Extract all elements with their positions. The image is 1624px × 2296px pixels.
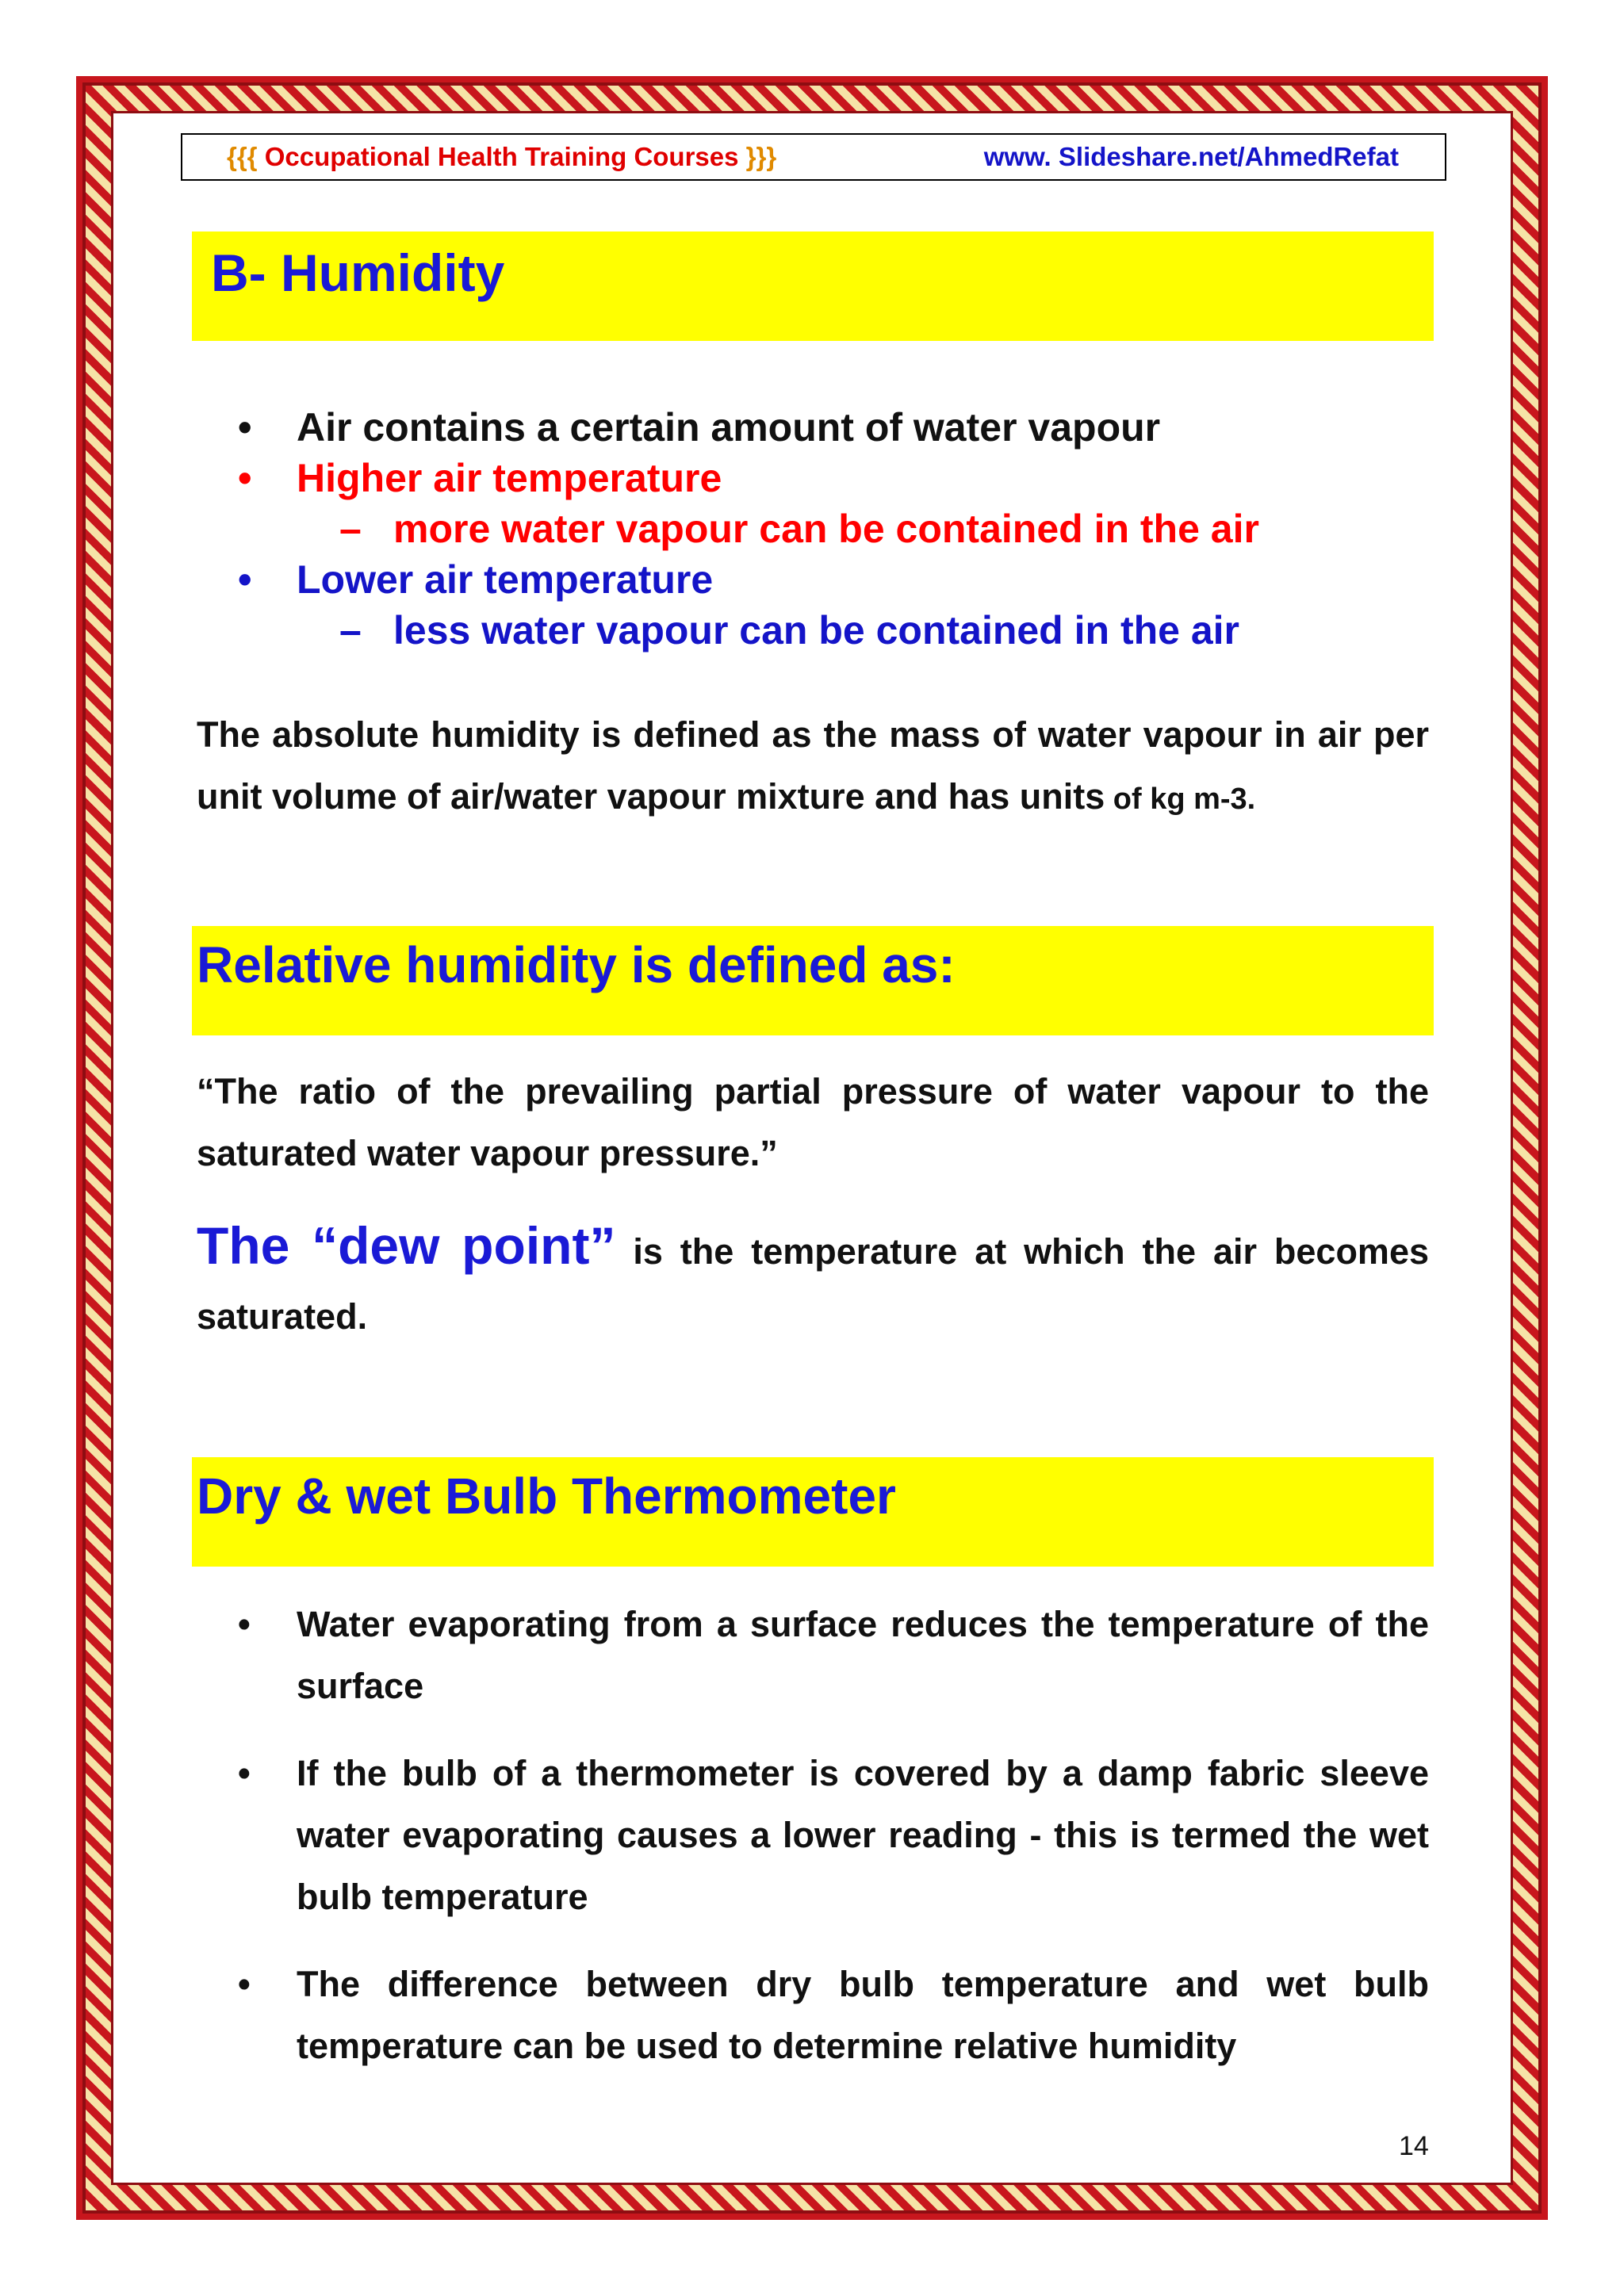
absolute-definition-text: The absolute humidity is defined as the mass of water vapour in air per unit volume of air/water vapour mixture and has units bbox=[197, 714, 1429, 817]
page-number: 14 bbox=[1399, 2131, 1429, 2161]
thermometer-title-band bbox=[192, 1457, 1434, 1567]
list-item-text: Water evaporating from a surface reduces the temperature of the surface bbox=[297, 1604, 1429, 1706]
bullet-marker: • bbox=[238, 1964, 251, 2004]
dew-point-definition bbox=[197, 1213, 1429, 1349]
sub-bullet-text: less water vapour can be contained in the air bbox=[393, 608, 1239, 652]
bullet-text: Air contains a certain amount of water vapour bbox=[297, 405, 1161, 450]
page-header bbox=[181, 133, 1446, 181]
bullet-marker: • bbox=[238, 1604, 251, 1644]
humidity-title-band bbox=[192, 232, 1434, 341]
header-url: www. Slideshare.net/AhmedRefat bbox=[983, 142, 1399, 171]
humidity-title: B- Humidity bbox=[211, 243, 505, 302]
dew-point-text: is the temperature at which the air becomes saturated. bbox=[197, 1231, 1429, 1337]
list-item-text: The difference between dry bulb temperature and wet bulb temperature can be used to determine relative humidity bbox=[297, 1964, 1429, 2066]
bullet-text: Higher air temperature bbox=[297, 456, 722, 500]
dash-marker: – bbox=[339, 608, 362, 652]
sub-bullet-text: more water vapour can be contained in the air bbox=[393, 507, 1259, 551]
header-title-text: Occupational Health Training Courses bbox=[264, 142, 739, 171]
relative-title-band bbox=[192, 926, 1434, 1035]
bullet-marker: • bbox=[238, 456, 252, 500]
thermometer-title: Dry & wet Bulb Thermometer bbox=[197, 1468, 896, 1525]
header-open-brace: {{{ bbox=[227, 142, 258, 171]
bullet-marker: • bbox=[238, 405, 252, 450]
bullet-marker: • bbox=[238, 557, 252, 602]
absolute-definition-units: of kg m-3. bbox=[1105, 783, 1256, 816]
header-course-title bbox=[227, 142, 776, 172]
absolute-humidity-definition bbox=[197, 704, 1429, 830]
bullet-text: Lower air temperature bbox=[297, 557, 714, 602]
dash-marker: – bbox=[339, 507, 362, 551]
dew-point-term: The “dew point” bbox=[197, 1216, 616, 1275]
relative-title: Relative humidity is defined as: bbox=[197, 936, 956, 993]
list-item-text: If the bulb of a thermometer is covered by a damp fabric sleeve water evaporating causes a lower reading - this is termed the wet bulb temperature bbox=[297, 1753, 1429, 1917]
relative-humidity-quote: “The ratio of the prevailing partial pressure of water vapour to the saturated water vapour pressure.” bbox=[197, 1071, 1429, 1173]
bullet-marker: • bbox=[238, 1753, 251, 1793]
header-close-brace: }}} bbox=[745, 142, 777, 171]
